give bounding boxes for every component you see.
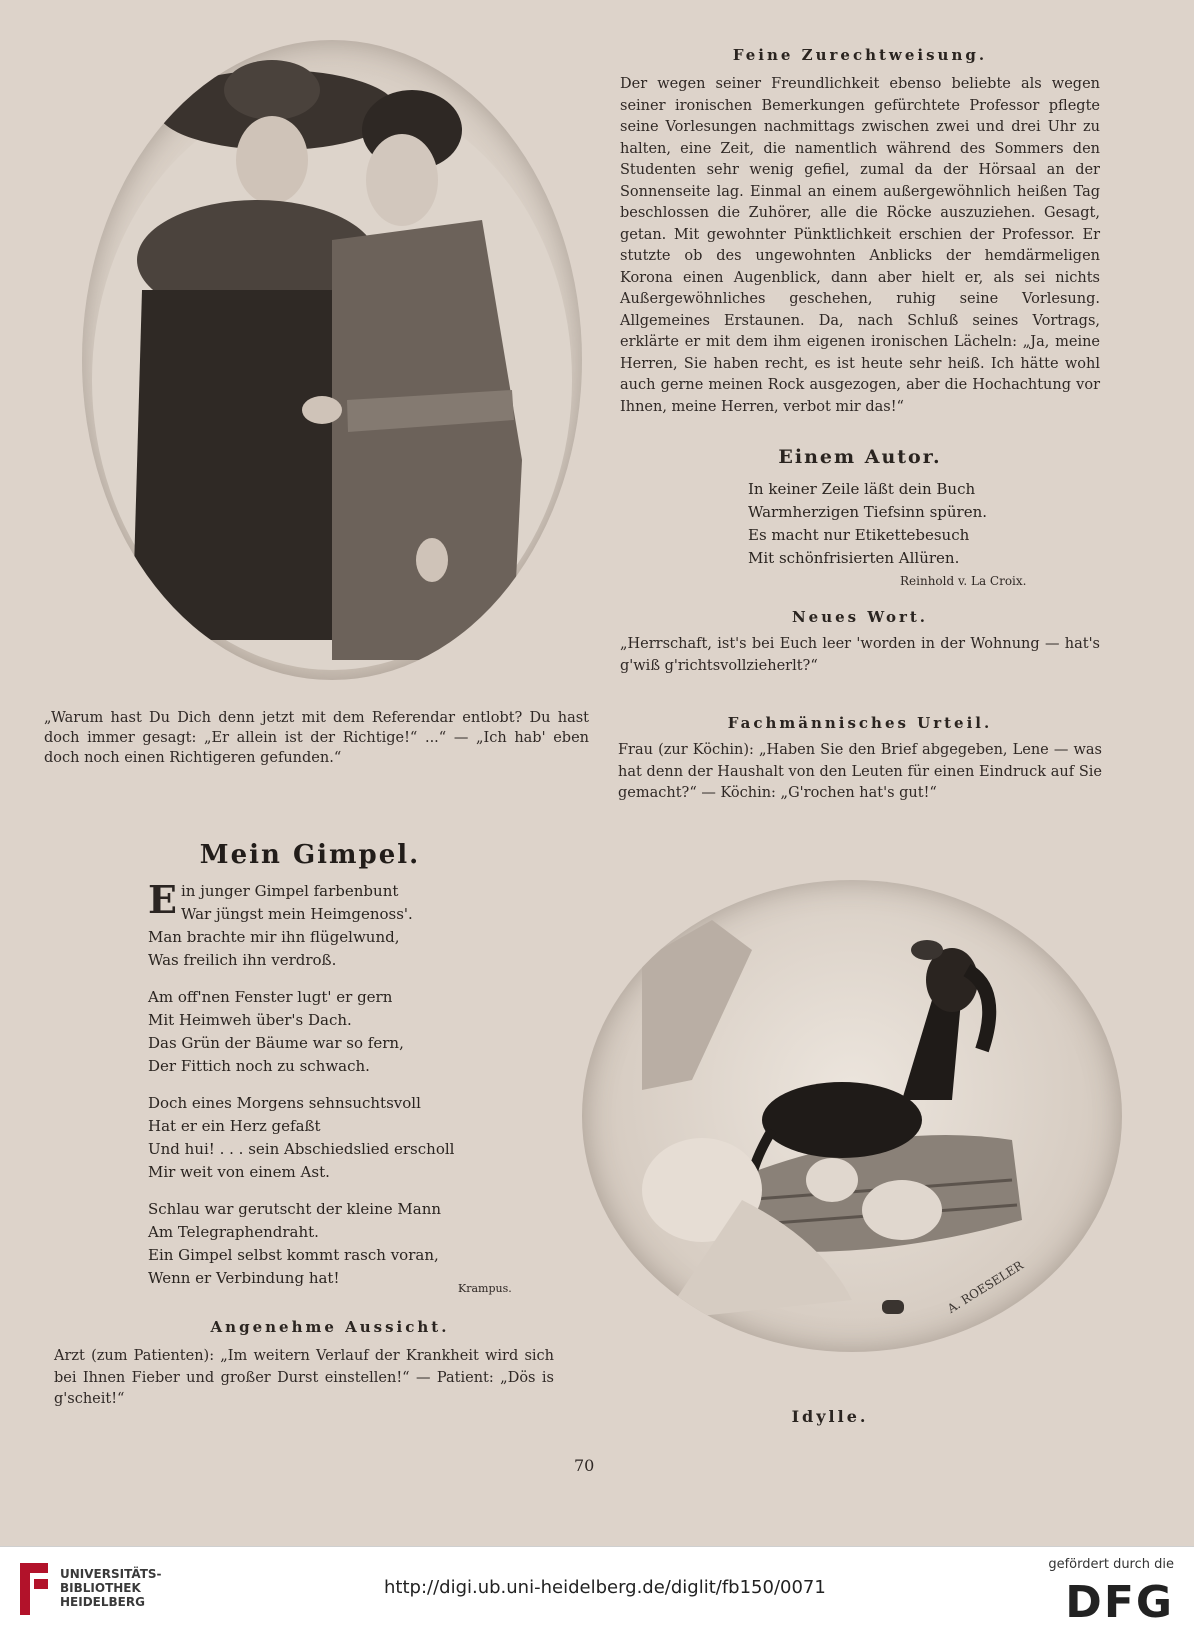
page-number: 70: [574, 1456, 595, 1475]
gimpel-line: in junger Gimpel farbenbunt: [180, 882, 399, 900]
gimpel-line: Hat er ein Herz gefaßt: [148, 1117, 321, 1135]
neues-text: „Herrschaft, ist's bei Euch leer 'worden in der Wohnung — hat's g'wiß g'richtsvollzieherlt?“: [620, 636, 1100, 674]
gimpel-line: Mit Heimweh über's Dach.: [148, 1011, 352, 1029]
logo-line: BIBLIOTHEK: [60, 1581, 141, 1595]
gimpel-line: Mir weit von einem Ast.: [148, 1163, 330, 1181]
gimpel-line: Das Grün der Bäume war so fern,: [148, 1034, 404, 1052]
gimpel-line: Am off'nen Fenster lugt' er gern: [148, 988, 393, 1006]
gimpel-author: Krampus.: [458, 1282, 512, 1295]
angenehme-title: Angenehme Aussicht.: [210, 1318, 450, 1336]
university-library-name: [60, 1567, 162, 1609]
gimpel-line: Am Telegraphendraht.: [148, 1223, 319, 1241]
two-women-illustration-icon: [82, 40, 582, 680]
gimpel-line: Man brachte mir ihn flügelwund,: [148, 928, 400, 946]
permalink-url[interactable]: http://digi.ub.uni-heidelberg.de/diglit/fb150/0071: [384, 1577, 826, 1598]
neues-title: Neues Wort.: [791, 608, 929, 626]
gimpel-line: Doch eines Morgens sehnsuchtsvoll: [148, 1094, 421, 1112]
baby-and-dachshund-illustration-icon: [582, 880, 1122, 1352]
digitization-footer: [0, 1546, 1194, 1632]
gimpel-stanza: [148, 877, 528, 972]
gimpel-line: Schlau war gerutscht der kleine Mann: [148, 1200, 442, 1218]
gimpel-line: War jüngst mein Heimgenoss'.: [180, 905, 413, 923]
logo-line: UNIVERSITÄTS-: [60, 1567, 162, 1581]
autor-author: Reinhold v. La Croix.: [900, 574, 1027, 588]
fach-text: Frau (zur Köchin): „Haben Sie den Brief abgegeben, Lene — was hat denn der Haushalt von den Leuten für einen Eindruck auf Sie gemacht?“ — Köchin: „G'rochen hat's gut!“: [618, 742, 1102, 801]
university-library-logo-icon: [14, 1559, 54, 1619]
gimpel-dropcap: E: [148, 877, 177, 922]
gimpel-stanza: [148, 1092, 528, 1184]
funded-by-label: gefördert durch die: [1048, 1557, 1174, 1572]
fach-title: Fachmännisches Urteil.: [727, 714, 993, 732]
dfg-logo: DFG: [1065, 1577, 1174, 1628]
baby-dachshund-illustration: [582, 880, 1122, 1352]
two-women-illustration: [82, 40, 582, 680]
gimpel-line: Wenn er Verbindung hat!: [148, 1269, 340, 1287]
gimpel-title: Mein Gimpel.: [199, 840, 421, 870]
feine-text: Der wegen seiner Freundlichkeit ebenso beliebte als wegen seiner ironischen Bemerkungen gefürchtete Professor pflegte seine Vorlesungen nachmittags zwischen zwei und drei Uhr zu halten, eine Zeit, die namentlich während des Sommers den Studenten sehr wenig gefiel, zumal da der Hörsaal an der Sonnenseite lag. Einmal an einem außergewöhnlich heißen Tag beschlossen die Zuhörer, alle die Röcke auszuziehen. Gesagt, getan. Mit gewohnter Pünktlichkeit erschien der Professor. Er stutzte ob des ungewohnten Anblicks der hemdärmeligen Korona einen Augenblick, dann aber hielt er, als sei nichts Außergewöhnliches geschehen, ruhig seine Vorlesung. Allgemeines Erstaunen. Da, nach Schluß seines Vortrags, erklärte er mit dem ihm eigenen ironischen Lächeln: „Ja, meine Herren, Sie haben recht, es ist heute sehr heiß. Ich hätte wohl auch gerne meinen Rock ausgezogen, aber die Hochachtung vor Ihnen, meine Herren, verbot mir das!“: [620, 76, 1100, 415]
idylle-caption: Idylle.: [791, 1407, 869, 1426]
autor-line: Es macht nur Etikettebesuch: [748, 526, 970, 544]
feine-title: Feine Zurechtweisung.: [732, 46, 988, 64]
illustration-signature: A. ROESELER: [944, 1258, 1026, 1316]
autor-poem: [748, 478, 1048, 570]
gimpel-line: Was freilich ihn verdroß.: [148, 951, 337, 969]
gimpel-poem: [148, 877, 528, 1290]
illustration-caption-left: „Warum hast Du Dich denn jetzt mit dem Referendar entlobt? Du hast doch immer gesagt: „Er allein ist der Richtige!“ ...“ — „Ich hab' eben doch noch einen Richtigeren gefunden.“: [44, 710, 589, 766]
gimpel-stanza: [148, 986, 528, 1078]
autor-title: Einem Autor.: [778, 446, 942, 468]
gimpel-line: Ein Gimpel selbst kommt rasch voran,: [148, 1246, 439, 1264]
logo-line: HEIDELBERG: [60, 1595, 145, 1609]
autor-line: Mit schönfrisierten Allüren.: [748, 549, 960, 567]
autor-line: Warmherzigen Tiefsinn spüren.: [748, 503, 988, 521]
gimpel-line: Und hui! . . . sein Abschiedslied erscholl: [148, 1140, 455, 1158]
angenehme-text: Arzt (zum Patienten): „Im weitern Verlauf der Krankheit wird sich bei Ihnen Fieber und großer Durst einstellen!“ — Patient: „Dös is g'scheit!“: [54, 1348, 554, 1407]
autor-line: In keiner Zeile läßt dein Buch: [748, 480, 976, 498]
gimpel-stanza: [148, 1198, 528, 1290]
gimpel-line: Der Fittich noch zu schwach.: [148, 1057, 370, 1075]
